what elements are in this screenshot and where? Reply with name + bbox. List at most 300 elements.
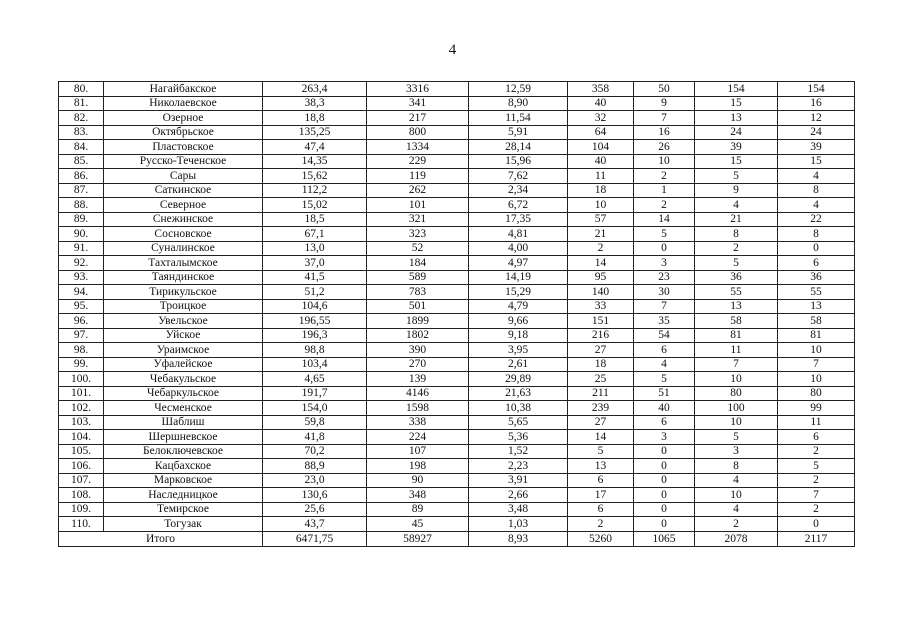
value-col-6-cell: 140 bbox=[568, 285, 634, 300]
settlement-name-cell: Тогузак bbox=[104, 517, 263, 532]
value-col-4-cell: 323 bbox=[367, 227, 469, 242]
value-col-9-cell: 58 bbox=[778, 314, 855, 329]
value-col-4-cell: 1899 bbox=[367, 314, 469, 329]
value-col-9-cell: 10 bbox=[778, 343, 855, 358]
table-row bbox=[59, 444, 855, 459]
table-row bbox=[59, 415, 855, 430]
value-col-9-cell: 99 bbox=[778, 401, 855, 416]
total-value-col-7-cell: 1065 bbox=[634, 531, 695, 546]
table-body bbox=[59, 82, 855, 547]
row-number-cell: 102. bbox=[59, 401, 104, 416]
value-col-8-cell: 10 bbox=[695, 488, 778, 503]
value-col-8-cell: 11 bbox=[695, 343, 778, 358]
row-number-cell: 105. bbox=[59, 444, 104, 459]
value-col-4-cell: 229 bbox=[367, 154, 469, 169]
value-col-8-cell: 5 bbox=[695, 430, 778, 445]
value-col-3-cell: 15,02 bbox=[263, 198, 367, 213]
table-row bbox=[59, 183, 855, 198]
value-col-4-cell: 217 bbox=[367, 111, 469, 126]
settlement-name-cell: Сары bbox=[104, 169, 263, 184]
table-row bbox=[59, 502, 855, 517]
settlement-name-cell: Тахталымское bbox=[104, 256, 263, 271]
table-row bbox=[59, 270, 855, 285]
value-col-9-cell: 2 bbox=[778, 502, 855, 517]
settlement-name-cell: Чесменское bbox=[104, 401, 263, 416]
value-col-6-cell: 239 bbox=[568, 401, 634, 416]
value-col-8-cell: 13 bbox=[695, 111, 778, 126]
value-col-8-cell: 10 bbox=[695, 415, 778, 430]
value-col-8-cell: 2 bbox=[695, 517, 778, 532]
value-col-6-cell: 2 bbox=[568, 241, 634, 256]
value-col-5-cell: 3,48 bbox=[469, 502, 568, 517]
value-col-3-cell: 41,5 bbox=[263, 270, 367, 285]
value-col-7-cell: 26 bbox=[634, 140, 695, 155]
value-col-4-cell: 501 bbox=[367, 299, 469, 314]
value-col-6-cell: 104 bbox=[568, 140, 634, 155]
value-col-4-cell: 589 bbox=[367, 270, 469, 285]
value-col-7-cell: 0 bbox=[634, 473, 695, 488]
value-col-9-cell: 15 bbox=[778, 154, 855, 169]
value-col-6-cell: 14 bbox=[568, 430, 634, 445]
value-col-8-cell: 3 bbox=[695, 444, 778, 459]
settlement-name-cell: Нагайбакское bbox=[104, 82, 263, 97]
value-col-4-cell: 198 bbox=[367, 459, 469, 474]
row-number-cell: 82. bbox=[59, 111, 104, 126]
value-col-8-cell: 13 bbox=[695, 299, 778, 314]
value-col-9-cell: 80 bbox=[778, 386, 855, 401]
row-number-cell: 84. bbox=[59, 140, 104, 155]
value-col-3-cell: 191,7 bbox=[263, 386, 367, 401]
value-col-5-cell: 2,66 bbox=[469, 488, 568, 503]
table-row bbox=[59, 488, 855, 503]
value-col-4-cell: 184 bbox=[367, 256, 469, 271]
table-row bbox=[59, 111, 855, 126]
value-col-3-cell: 18,8 bbox=[263, 111, 367, 126]
value-col-4-cell: 1334 bbox=[367, 140, 469, 155]
table-row bbox=[59, 154, 855, 169]
value-col-4-cell: 90 bbox=[367, 473, 469, 488]
value-col-6-cell: 32 bbox=[568, 111, 634, 126]
row-number-cell: 93. bbox=[59, 270, 104, 285]
row-number-cell: 89. bbox=[59, 212, 104, 227]
value-col-6-cell: 17 bbox=[568, 488, 634, 503]
table-row bbox=[59, 430, 855, 445]
value-col-3-cell: 4,65 bbox=[263, 372, 367, 387]
row-number-cell: 86. bbox=[59, 169, 104, 184]
value-col-4-cell: 119 bbox=[367, 169, 469, 184]
row-number-cell: 90. bbox=[59, 227, 104, 242]
value-col-6-cell: 216 bbox=[568, 328, 634, 343]
value-col-5-cell: 3,95 bbox=[469, 343, 568, 358]
value-col-6-cell: 18 bbox=[568, 183, 634, 198]
value-col-8-cell: 9 bbox=[695, 183, 778, 198]
value-col-3-cell: 43,7 bbox=[263, 517, 367, 532]
table-row bbox=[59, 96, 855, 111]
value-col-5-cell: 4,81 bbox=[469, 227, 568, 242]
value-col-7-cell: 30 bbox=[634, 285, 695, 300]
value-col-6-cell: 13 bbox=[568, 459, 634, 474]
value-col-4-cell: 800 bbox=[367, 125, 469, 140]
value-col-6-cell: 2 bbox=[568, 517, 634, 532]
value-col-7-cell: 0 bbox=[634, 502, 695, 517]
settlement-name-cell: Чебаркульское bbox=[104, 386, 263, 401]
value-col-4-cell: 4146 bbox=[367, 386, 469, 401]
value-col-8-cell: 15 bbox=[695, 96, 778, 111]
table-row bbox=[59, 517, 855, 532]
table-row bbox=[59, 82, 855, 97]
table-row bbox=[59, 140, 855, 155]
value-col-3-cell: 13,0 bbox=[263, 241, 367, 256]
value-col-5-cell: 14,19 bbox=[469, 270, 568, 285]
value-col-3-cell: 41,8 bbox=[263, 430, 367, 445]
value-col-5-cell: 15,96 bbox=[469, 154, 568, 169]
value-col-8-cell: 81 bbox=[695, 328, 778, 343]
value-col-4-cell: 89 bbox=[367, 502, 469, 517]
row-number-cell: 96. bbox=[59, 314, 104, 329]
value-col-9-cell: 8 bbox=[778, 183, 855, 198]
value-col-7-cell: 7 bbox=[634, 111, 695, 126]
value-col-7-cell: 5 bbox=[634, 227, 695, 242]
table-row bbox=[59, 212, 855, 227]
value-col-4-cell: 321 bbox=[367, 212, 469, 227]
table-row bbox=[59, 343, 855, 358]
total-value-col-5-cell: 8,93 bbox=[469, 531, 568, 546]
value-col-5-cell: 2,34 bbox=[469, 183, 568, 198]
settlement-name-cell: Северное bbox=[104, 198, 263, 213]
value-col-4-cell: 52 bbox=[367, 241, 469, 256]
value-col-8-cell: 24 bbox=[695, 125, 778, 140]
settlement-name-cell: Тирикульское bbox=[104, 285, 263, 300]
value-col-5-cell: 17,35 bbox=[469, 212, 568, 227]
value-col-9-cell: 24 bbox=[778, 125, 855, 140]
row-number-cell: 91. bbox=[59, 241, 104, 256]
table-row bbox=[59, 299, 855, 314]
table-row bbox=[59, 328, 855, 343]
value-col-6-cell: 18 bbox=[568, 357, 634, 372]
value-col-7-cell: 2 bbox=[634, 169, 695, 184]
value-col-5-cell: 2,23 bbox=[469, 459, 568, 474]
settlement-name-cell: Увельское bbox=[104, 314, 263, 329]
row-number-cell: 92. bbox=[59, 256, 104, 271]
value-col-5-cell: 10,38 bbox=[469, 401, 568, 416]
value-col-9-cell: 22 bbox=[778, 212, 855, 227]
value-col-3-cell: 112,2 bbox=[263, 183, 367, 198]
value-col-9-cell: 36 bbox=[778, 270, 855, 285]
value-col-3-cell: 15,62 bbox=[263, 169, 367, 184]
value-col-5-cell: 11,54 bbox=[469, 111, 568, 126]
value-col-4-cell: 783 bbox=[367, 285, 469, 300]
value-col-6-cell: 95 bbox=[568, 270, 634, 285]
settlement-name-cell: Уфалейское bbox=[104, 357, 263, 372]
value-col-5-cell: 21,63 bbox=[469, 386, 568, 401]
value-col-3-cell: 88,9 bbox=[263, 459, 367, 474]
settlement-name-cell: Николаевское bbox=[104, 96, 263, 111]
value-col-5-cell: 4,97 bbox=[469, 256, 568, 271]
settlement-name-cell: Русско-Теченское bbox=[104, 154, 263, 169]
value-col-8-cell: 8 bbox=[695, 459, 778, 474]
total-row bbox=[59, 531, 855, 546]
value-col-3-cell: 130,6 bbox=[263, 488, 367, 503]
value-col-4-cell: 107 bbox=[367, 444, 469, 459]
total-label: Итого bbox=[59, 531, 263, 546]
value-col-3-cell: 59,8 bbox=[263, 415, 367, 430]
value-col-9-cell: 12 bbox=[778, 111, 855, 126]
value-col-7-cell: 35 bbox=[634, 314, 695, 329]
table-row bbox=[59, 473, 855, 488]
value-col-4-cell: 341 bbox=[367, 96, 469, 111]
value-col-5-cell: 28,14 bbox=[469, 140, 568, 155]
value-col-9-cell: 6 bbox=[778, 430, 855, 445]
value-col-8-cell: 154 bbox=[695, 82, 778, 97]
value-col-4-cell: 139 bbox=[367, 372, 469, 387]
value-col-7-cell: 23 bbox=[634, 270, 695, 285]
value-col-8-cell: 4 bbox=[695, 473, 778, 488]
value-col-5-cell: 3,91 bbox=[469, 473, 568, 488]
value-col-8-cell: 39 bbox=[695, 140, 778, 155]
value-col-7-cell: 0 bbox=[634, 241, 695, 256]
value-col-5-cell: 4,00 bbox=[469, 241, 568, 256]
value-col-7-cell: 51 bbox=[634, 386, 695, 401]
row-number-cell: 104. bbox=[59, 430, 104, 445]
value-col-9-cell: 154 bbox=[778, 82, 855, 97]
value-col-6-cell: 358 bbox=[568, 82, 634, 97]
page-number: 4 bbox=[448, 42, 457, 58]
settlement-name-cell: Белоключевское bbox=[104, 444, 263, 459]
value-col-9-cell: 55 bbox=[778, 285, 855, 300]
row-number-cell: 107. bbox=[59, 473, 104, 488]
row-number-cell: 83. bbox=[59, 125, 104, 140]
value-col-9-cell: 2 bbox=[778, 473, 855, 488]
settlement-name-cell: Озерное bbox=[104, 111, 263, 126]
value-col-6-cell: 40 bbox=[568, 154, 634, 169]
value-col-4-cell: 348 bbox=[367, 488, 469, 503]
value-col-6-cell: 33 bbox=[568, 299, 634, 314]
row-number-cell: 110. bbox=[59, 517, 104, 532]
value-col-8-cell: 5 bbox=[695, 256, 778, 271]
value-col-3-cell: 196,55 bbox=[263, 314, 367, 329]
total-value-col-8-cell: 2078 bbox=[695, 531, 778, 546]
value-col-7-cell: 9 bbox=[634, 96, 695, 111]
value-col-3-cell: 25,6 bbox=[263, 502, 367, 517]
row-number-cell: 87. bbox=[59, 183, 104, 198]
settlement-name-cell: Саткинское bbox=[104, 183, 263, 198]
value-col-8-cell: 8 bbox=[695, 227, 778, 242]
value-col-7-cell: 0 bbox=[634, 488, 695, 503]
value-col-6-cell: 21 bbox=[568, 227, 634, 242]
settlement-name-cell: Наследницкое bbox=[104, 488, 263, 503]
table-row bbox=[59, 169, 855, 184]
value-col-4-cell: 3316 bbox=[367, 82, 469, 97]
value-col-6-cell: 10 bbox=[568, 198, 634, 213]
total-value-col-9-cell: 2117 bbox=[778, 531, 855, 546]
settlement-name-cell: Уйское bbox=[104, 328, 263, 343]
value-col-6-cell: 40 bbox=[568, 96, 634, 111]
value-col-6-cell: 6 bbox=[568, 502, 634, 517]
value-col-7-cell: 3 bbox=[634, 256, 695, 271]
value-col-5-cell: 6,72 bbox=[469, 198, 568, 213]
value-col-3-cell: 98,8 bbox=[263, 343, 367, 358]
value-col-3-cell: 104,6 bbox=[263, 299, 367, 314]
table-row bbox=[59, 459, 855, 474]
value-col-8-cell: 4 bbox=[695, 502, 778, 517]
value-col-5-cell: 5,65 bbox=[469, 415, 568, 430]
row-number-cell: 97. bbox=[59, 328, 104, 343]
value-col-7-cell: 40 bbox=[634, 401, 695, 416]
value-col-9-cell: 7 bbox=[778, 357, 855, 372]
value-col-7-cell: 54 bbox=[634, 328, 695, 343]
value-col-8-cell: 80 bbox=[695, 386, 778, 401]
value-col-6-cell: 6 bbox=[568, 473, 634, 488]
table-row bbox=[59, 401, 855, 416]
row-number-cell: 88. bbox=[59, 198, 104, 213]
value-col-9-cell: 11 bbox=[778, 415, 855, 430]
value-col-9-cell: 4 bbox=[778, 198, 855, 213]
value-col-3-cell: 263,4 bbox=[263, 82, 367, 97]
settlement-name-cell: Сосновское bbox=[104, 227, 263, 242]
value-col-3-cell: 196,3 bbox=[263, 328, 367, 343]
settlement-name-cell: Марковское bbox=[104, 473, 263, 488]
settlement-name-cell: Октябрьское bbox=[104, 125, 263, 140]
value-col-3-cell: 154,0 bbox=[263, 401, 367, 416]
value-col-8-cell: 21 bbox=[695, 212, 778, 227]
value-col-9-cell: 0 bbox=[778, 241, 855, 256]
value-col-8-cell: 15 bbox=[695, 154, 778, 169]
row-number-cell: 99. bbox=[59, 357, 104, 372]
settlement-name-cell: Чебакульское bbox=[104, 372, 263, 387]
value-col-7-cell: 14 bbox=[634, 212, 695, 227]
value-col-7-cell: 7 bbox=[634, 299, 695, 314]
settlement-name-cell: Пластовское bbox=[104, 140, 263, 155]
value-col-8-cell: 5 bbox=[695, 169, 778, 184]
total-value-col-4-cell: 58927 bbox=[367, 531, 469, 546]
value-col-5-cell: 5,36 bbox=[469, 430, 568, 445]
table-row bbox=[59, 227, 855, 242]
value-col-7-cell: 0 bbox=[634, 459, 695, 474]
table-row bbox=[59, 372, 855, 387]
table-row bbox=[59, 285, 855, 300]
value-col-4-cell: 224 bbox=[367, 430, 469, 445]
value-col-9-cell: 13 bbox=[778, 299, 855, 314]
value-col-9-cell: 10 bbox=[778, 372, 855, 387]
value-col-7-cell: 2 bbox=[634, 198, 695, 213]
row-number-cell: 108. bbox=[59, 488, 104, 503]
row-number-cell: 80. bbox=[59, 82, 104, 97]
value-col-5-cell: 5,91 bbox=[469, 125, 568, 140]
value-col-7-cell: 0 bbox=[634, 517, 695, 532]
statistics-table bbox=[58, 81, 855, 547]
value-col-9-cell: 7 bbox=[778, 488, 855, 503]
value-col-4-cell: 390 bbox=[367, 343, 469, 358]
value-col-5-cell: 7,62 bbox=[469, 169, 568, 184]
table-row bbox=[59, 314, 855, 329]
row-number-cell: 94. bbox=[59, 285, 104, 300]
value-col-5-cell: 2,61 bbox=[469, 357, 568, 372]
value-col-9-cell: 5 bbox=[778, 459, 855, 474]
value-col-5-cell: 15,29 bbox=[469, 285, 568, 300]
total-value-col-3-cell: 6471,75 bbox=[263, 531, 367, 546]
value-col-5-cell: 9,66 bbox=[469, 314, 568, 329]
table-row bbox=[59, 256, 855, 271]
value-col-4-cell: 338 bbox=[367, 415, 469, 430]
value-col-7-cell: 16 bbox=[634, 125, 695, 140]
value-col-3-cell: 70,2 bbox=[263, 444, 367, 459]
value-col-5-cell: 4,79 bbox=[469, 299, 568, 314]
value-col-6-cell: 11 bbox=[568, 169, 634, 184]
value-col-4-cell: 270 bbox=[367, 357, 469, 372]
table-row bbox=[59, 241, 855, 256]
settlement-name-cell: Ураимское bbox=[104, 343, 263, 358]
value-col-5-cell: 9,18 bbox=[469, 328, 568, 343]
settlement-name-cell: Таяндинское bbox=[104, 270, 263, 285]
row-number-cell: 81. bbox=[59, 96, 104, 111]
row-number-cell: 101. bbox=[59, 386, 104, 401]
value-col-9-cell: 39 bbox=[778, 140, 855, 155]
value-col-3-cell: 47,4 bbox=[263, 140, 367, 155]
value-col-6-cell: 25 bbox=[568, 372, 634, 387]
row-number-cell: 103. bbox=[59, 415, 104, 430]
value-col-8-cell: 2 bbox=[695, 241, 778, 256]
value-col-6-cell: 27 bbox=[568, 343, 634, 358]
value-col-6-cell: 14 bbox=[568, 256, 634, 271]
value-col-3-cell: 135,25 bbox=[263, 125, 367, 140]
total-value-col-6-cell: 5260 bbox=[568, 531, 634, 546]
value-col-8-cell: 55 bbox=[695, 285, 778, 300]
row-number-cell: 109. bbox=[59, 502, 104, 517]
value-col-4-cell: 1802 bbox=[367, 328, 469, 343]
value-col-6-cell: 5 bbox=[568, 444, 634, 459]
value-col-3-cell: 14,35 bbox=[263, 154, 367, 169]
value-col-4-cell: 101 bbox=[367, 198, 469, 213]
value-col-9-cell: 2 bbox=[778, 444, 855, 459]
value-col-6-cell: 211 bbox=[568, 386, 634, 401]
value-col-9-cell: 4 bbox=[778, 169, 855, 184]
value-col-3-cell: 18,5 bbox=[263, 212, 367, 227]
settlement-name-cell: Снежинское bbox=[104, 212, 263, 227]
table-row bbox=[59, 198, 855, 213]
value-col-7-cell: 3 bbox=[634, 430, 695, 445]
settlement-name-cell: Кацбахское bbox=[104, 459, 263, 474]
value-col-7-cell: 1 bbox=[634, 183, 695, 198]
value-col-6-cell: 151 bbox=[568, 314, 634, 329]
settlement-name-cell: Суналинское bbox=[104, 241, 263, 256]
settlement-name-cell: Шершневское bbox=[104, 430, 263, 445]
value-col-8-cell: 4 bbox=[695, 198, 778, 213]
value-col-6-cell: 64 bbox=[568, 125, 634, 140]
value-col-5-cell: 12,59 bbox=[469, 82, 568, 97]
value-col-4-cell: 262 bbox=[367, 183, 469, 198]
value-col-7-cell: 0 bbox=[634, 444, 695, 459]
row-number-cell: 106. bbox=[59, 459, 104, 474]
value-col-7-cell: 50 bbox=[634, 82, 695, 97]
value-col-7-cell: 6 bbox=[634, 415, 695, 430]
value-col-9-cell: 8 bbox=[778, 227, 855, 242]
value-col-8-cell: 58 bbox=[695, 314, 778, 329]
value-col-3-cell: 37,0 bbox=[263, 256, 367, 271]
value-col-9-cell: 0 bbox=[778, 517, 855, 532]
value-col-4-cell: 1598 bbox=[367, 401, 469, 416]
value-col-6-cell: 57 bbox=[568, 212, 634, 227]
value-col-5-cell: 1,03 bbox=[469, 517, 568, 532]
value-col-9-cell: 81 bbox=[778, 328, 855, 343]
row-number-cell: 85. bbox=[59, 154, 104, 169]
value-col-3-cell: 67,1 bbox=[263, 227, 367, 242]
value-col-4-cell: 45 bbox=[367, 517, 469, 532]
value-col-7-cell: 5 bbox=[634, 372, 695, 387]
value-col-3-cell: 23,0 bbox=[263, 473, 367, 488]
row-number-cell: 98. bbox=[59, 343, 104, 358]
table-row bbox=[59, 357, 855, 372]
table-row bbox=[59, 125, 855, 140]
